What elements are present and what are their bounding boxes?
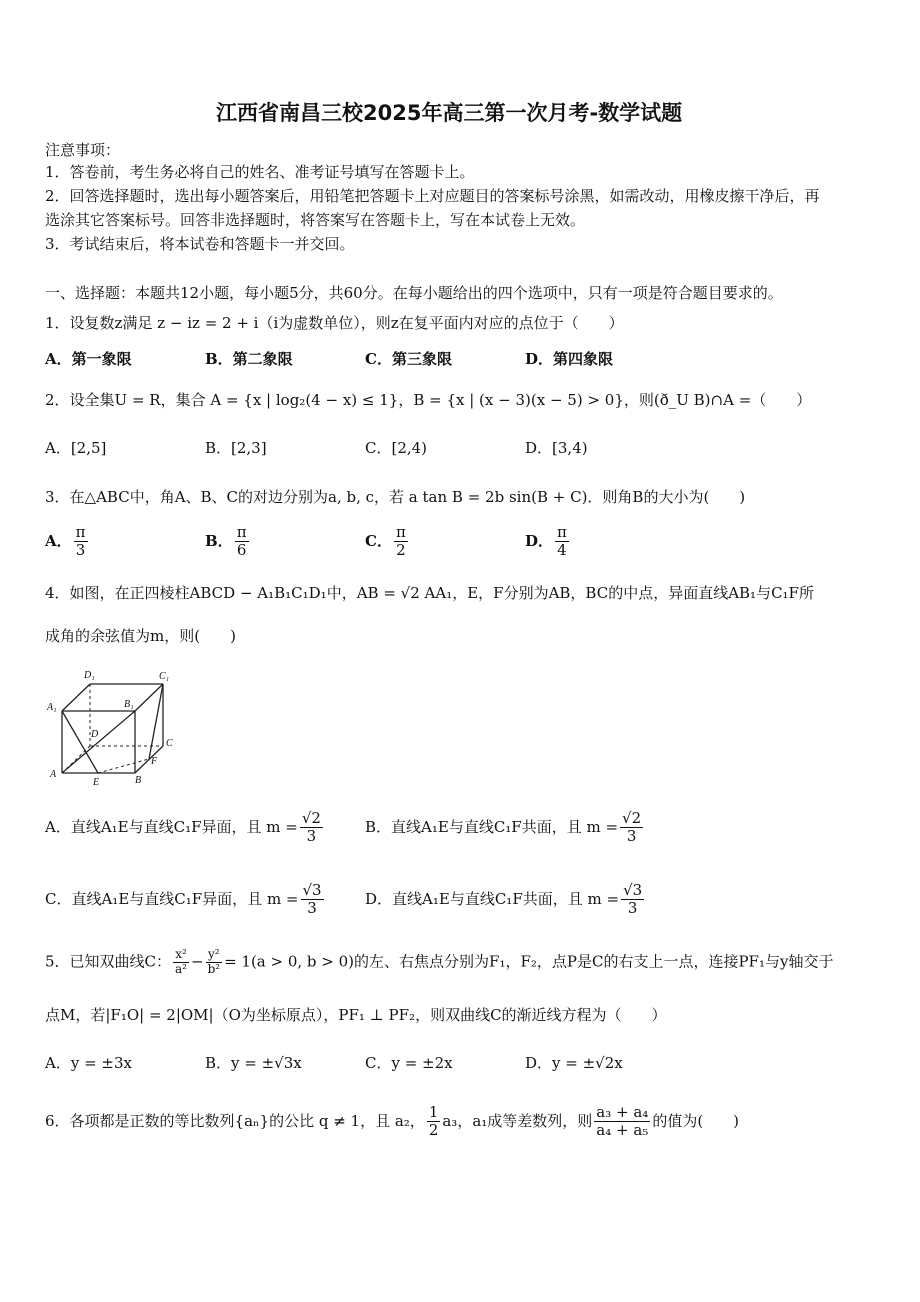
q5-x2: x²	[173, 948, 189, 963]
q5-option-d: D．y = ±√2x	[525, 1054, 623, 1072]
q6-ratio-den: a₄ + a₅	[596, 1121, 649, 1140]
q3-option-d	[525, 524, 571, 560]
q3-a-den: 3	[75, 541, 86, 560]
q4-c-den: 3	[307, 899, 317, 918]
label-d1: D₁	[84, 670, 95, 681]
q5-option-a: A．y = ±3x	[45, 1054, 132, 1072]
q3-a-label: A．	[45, 531, 72, 550]
note-2a: 2．回答选择题时，选出每小题答案后，用铅笔把答题卡上对应题目的答案标号涂黑，如需改动，用橡皮擦干净后，再	[45, 187, 820, 205]
q4-stem-2: 成角的余弦值为m，则( )	[45, 627, 236, 645]
q1-option-d: D．第四象限	[525, 350, 614, 368]
q3-b-fraction	[235, 524, 249, 560]
label-b1: B₁	[124, 699, 134, 710]
q3-c-num: π	[395, 523, 406, 541]
q4-option-a	[45, 810, 325, 846]
label-b: B	[135, 775, 142, 786]
q2-option-a: A．[2,5]	[45, 439, 107, 457]
q5-option-c: C．y = ±2x	[365, 1054, 453, 1072]
q1-option-b: B．第二象限	[205, 350, 293, 368]
q2-stem: 2．设全集U = R，集合 A = {x | log₂(4 − x) ≤ 1}，B = {x | (x − 3)(x − 5) > 0}，则(ð_U B)∩A =（ ）	[45, 391, 812, 409]
q6-stem-b: a₃，a₁成等差数列，则	[442, 1111, 593, 1130]
segment-ab1	[62, 711, 135, 773]
q3-b-den: 6	[236, 541, 247, 560]
q3-b-num: π	[236, 523, 247, 541]
q6-ratio-num: a₃ + a₄	[596, 1103, 649, 1121]
q3-b-label: B．	[205, 531, 233, 550]
edge-a1d1	[62, 684, 90, 711]
q6-stem-a: 6．各项都是正数的等比数列{aₙ}的公比 q ≠ 1，且 a₂，	[45, 1111, 425, 1130]
segment-a1e	[62, 711, 98, 773]
q2-option-c: C．[2,4)	[365, 439, 428, 457]
q3-c-fraction	[394, 524, 408, 560]
q4-a-num: √2	[301, 809, 321, 827]
q5-stem-1b: = 1(a > 0, b > 0)的左、右焦点分别为F₁，F₂，点P是C的右支上一点，连接PF₁与y轴交于	[224, 952, 834, 971]
q4-d-num: √3	[623, 881, 643, 899]
q4-stem-1: 4．如图，在正四棱柱ABCD − A₁B₁C₁D₁中，AB = √2 AA₁，E，F分别为AB，BC的中点，异面直线AB₁与C₁F所	[45, 584, 814, 602]
q5-option-b: B．y = ±√3x	[205, 1054, 302, 1072]
q4-b-num: √2	[622, 809, 642, 827]
q3-option-a	[45, 524, 90, 560]
label-d: D	[91, 729, 99, 740]
q3-c-label: C．	[365, 531, 392, 550]
q3-a-fraction	[74, 524, 88, 560]
q5-a2: a²	[175, 961, 187, 976]
q4-c-text: C．直线A₁E与直线C₁F异面，且 m =	[45, 889, 299, 908]
q4-d-text: D．直线A₁E与直线C₁F共面，且 m =	[365, 889, 620, 908]
label-c: C	[166, 738, 173, 749]
q4-option-d	[365, 882, 646, 918]
note-3: 3．考试结束后，将本试卷和答题卡一并交回。	[45, 235, 355, 253]
q3-d-fraction	[555, 524, 569, 560]
q6-half-den: 2	[428, 1121, 439, 1140]
q6-ratio-fraction	[594, 1104, 650, 1140]
q3-stem: 3．在△ABC中，角A、B、C的对边分别为a, b, c，若 a tan B = 2b sin(B + C)．则角B的大小为( )	[45, 488, 746, 506]
q4-c-fraction	[301, 882, 324, 918]
q3-d-den: 4	[557, 541, 567, 560]
q4-d-fraction	[621, 882, 644, 918]
label-f: F	[151, 756, 158, 767]
note-2b: 选涂其它答案标号。回答非选择题时，将答案写在答题卡上，写在本试卷上无效。	[45, 211, 586, 229]
q5-stem-1: 5．已知双曲线C： $\frac{\text{x²}}{\text{a²}}$ − $\frac{\text{y²}}{\text{b²}}$ = 1(a > 0, b > 0)的左、右焦点分别为F₁，F₂，点P是C的右支上一点，连接PF₁与y轴交于	[45, 947, 834, 976]
q6-stem-c: 的值为( )	[652, 1111, 740, 1130]
q5-stem-1a: 5．已知双曲线C：	[45, 952, 172, 971]
q3-c-den: 2	[396, 541, 406, 560]
q4-b-den: 3	[626, 827, 637, 846]
q3-option-c	[365, 524, 410, 560]
q4-d-den: 3	[627, 899, 638, 918]
q6-half-fraction	[427, 1104, 441, 1140]
label-a1: A₁	[47, 702, 57, 713]
edge-bc	[135, 746, 163, 773]
q3-d-label: D．	[525, 531, 554, 550]
q6-half-num: 1	[428, 1103, 439, 1121]
q3-a-num: π	[75, 523, 86, 541]
notes-header: 注意事项：	[45, 141, 121, 159]
label-c1: C₁	[159, 671, 170, 682]
q4-c-num: √3	[302, 881, 322, 899]
q4-b-text: B．直线A₁E与直线C₁F共面，且 m =	[365, 817, 619, 836]
q2-option-d: D．[3,4)	[525, 439, 588, 457]
label-a: A	[50, 769, 57, 780]
q6-stem	[45, 1104, 739, 1140]
q4-a-text: A．直线A₁E与直线C₁F异面，且 m =	[45, 817, 298, 836]
q5-y2: y²	[206, 948, 223, 963]
q4-a-fraction	[300, 810, 323, 846]
q4-option-c	[45, 882, 326, 918]
q1-option-c: C．第三象限	[365, 350, 452, 368]
note-1: 1．答卷前，考生务必将自己的姓名、准考证号填写在答题卡上。	[45, 163, 475, 181]
q5-b2: b²	[207, 961, 221, 976]
q5-stem-2: 点M，若|F₁O| = 2|OM|（O为坐标原点），PF₁ ⊥ PF₂，则双曲线C的渐近线方程为（ ）	[45, 1006, 667, 1024]
q4-b-fraction	[620, 810, 643, 846]
q5-x-fraction	[173, 948, 189, 977]
q2-option-b: B．[2,3]	[205, 439, 267, 457]
q3-d-num: π	[557, 523, 567, 541]
q1-stem: 1．设复数z满足 z − iz = 2 + i（i为虚数单位），则z在复平面内对应的点位于（ ）	[45, 314, 624, 332]
q4-a-den: 3	[306, 827, 317, 846]
prism-figure	[40, 662, 190, 792]
q5-y-fraction	[206, 948, 223, 977]
q4-option-b	[365, 810, 645, 846]
section-heading: 一、选择题：本题共12小题，每小题5分，共60分。在每小题给出的四个选项中，只有一项是符合题目要求的。	[45, 284, 783, 302]
page-title: 江西省南昌三校2025年高三第一次月考-数学试题	[216, 101, 683, 125]
q3-option-b	[205, 524, 251, 560]
label-e: E	[93, 777, 100, 788]
q1-option-a: A．第一象限	[45, 350, 132, 368]
